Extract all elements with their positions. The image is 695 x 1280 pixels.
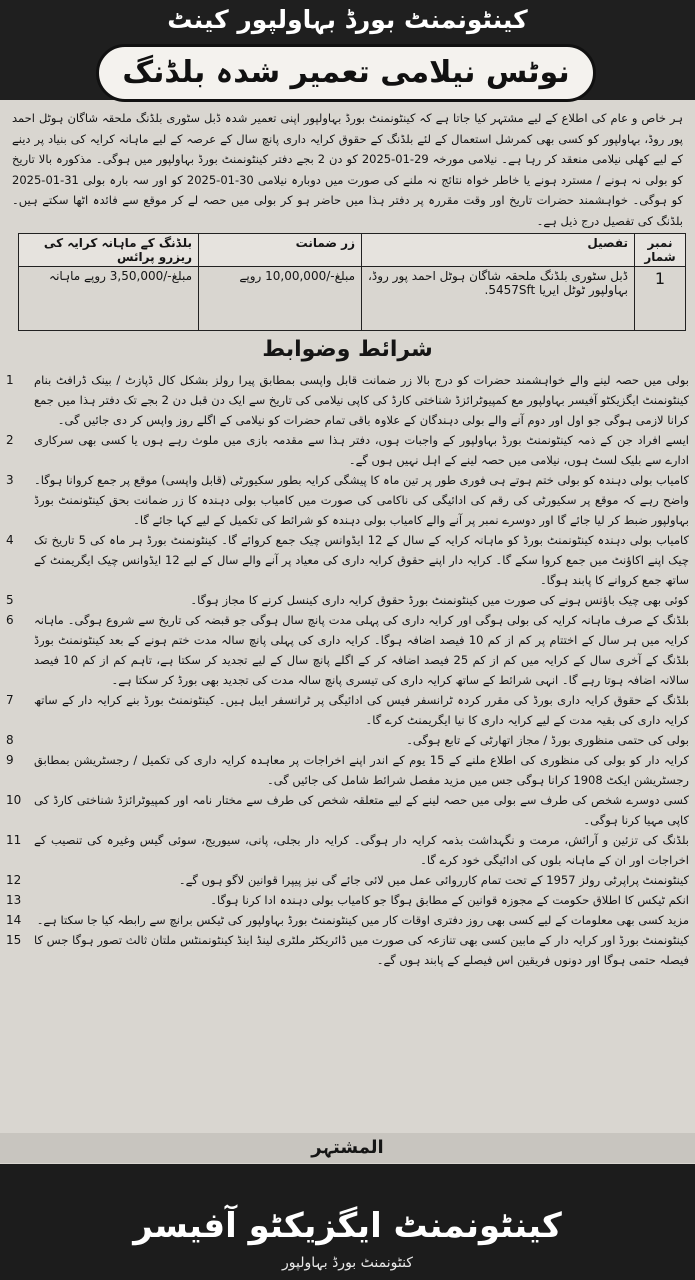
- term-text: انکم ٹیکس کا اطلاق حکومت کے مجوزہ قوانین کے مطابق ہوگا جو کامیاب بولی دہندہ ادا کرنا ہوگا۔: [210, 893, 689, 907]
- term-number: 4: [6, 533, 14, 547]
- term-number: 1: [6, 373, 14, 387]
- list-item: [6, 690, 689, 730]
- term-text: کامیاب بولی دہندہ کینٹونمنٹ بورڈ کو ماہانہ کرایہ کے سال کے 12 ایڈوانس چیک جمع کروائے گا۔ کینٹونمنٹ بورڈ ہر ماہ کی 5 تاریخ تک چیک اپنے اکاؤنٹ میں جمع کروا سکے گا۔ کرایہ دار اپنے حقوق کرایہ داری کی معیاد پر آنے والے سال کے لیے 12 ایڈوانس چیک ایگریمنٹ کے ساتھ جمع کروانے کا پابند ہوگا۔: [34, 533, 690, 587]
- list-item: [6, 530, 689, 590]
- list-item: [6, 910, 689, 930]
- list-item: [6, 830, 689, 870]
- term-number: 10: [6, 793, 22, 807]
- term-text: بلڈنگ کے حقوق کرایہ داری بورڈ کی مقرر کردہ ٹرانسفر فیس کی ادائیگی پر ٹرانسفر ایبل ہیں۔ کینٹونمنٹ بورڈ بنے کرایہ دار کے ساتھ کرایہ داری کی بقیہ مدت کے لیے کرایہ داری کا نیا ایگریمنٹ کرے گا۔: [34, 693, 689, 727]
- terms-title: شرائط وضوابط: [262, 337, 433, 362]
- term-number: 9: [6, 753, 14, 767]
- list-item: [6, 370, 689, 430]
- term-number: 8: [6, 733, 14, 747]
- term-text: کرایہ دار کو بولی کی منظوری کی اطلاع ملنے کے 15 یوم کے اندر اپنے اخراجات پر معاہدہ کرایہ داری کی تکمیل / رجسٹریشن بمطابق رجسٹریشن ایکٹ 1908 کرانا ہوگی جس میں مزید مفصل شرائط شامل کی جائیں گی۔: [34, 753, 690, 787]
- header-security: زر ضمانت: [199, 234, 362, 267]
- table-row: [19, 267, 686, 331]
- term-number: 6: [6, 613, 14, 627]
- advertiser-label: المشتہر: [0, 1133, 695, 1163]
- term-number: 2: [6, 433, 14, 447]
- term-text: کامیاب بولی دہندہ کو بولی ختم ہوتے ہی فوری طور پر تین ماہ کا پیشگی کرایہ بطور سکیورٹی (قابل واپسی) موقع پر جمع کروانا ہوگا۔ واضح رہے کہ موقع پر سکیورٹی کی رقم کی ادائیگی کی ناکامی کی صورت میں کامیاب بولی دہندہ کا زر ضمانت بحق کینٹونمنٹ بورڈ بہاولپور ضبط کر لیا جائے گا اور دوسرے نمبر پر آنے والے کامیاب بولی دہندہ کو شرائط کی تکمیل کے لیے کہا جائے گا۔: [34, 473, 689, 527]
- list-item: [6, 890, 689, 910]
- list-item: [6, 870, 689, 890]
- term-number: 7: [6, 693, 14, 707]
- org-title: کینٹونمنٹ بورڈ بہاولپور کینٹ: [167, 5, 528, 34]
- officer-title: کینٹونمنٹ ایگزیکٹو آفیسر: [133, 1206, 562, 1246]
- term-text: مزید کسی بھی معلومات کے لیے کسی بھی روز دفتری اوقات کار میں کینٹونمنٹ بورڈ بہاولپور کی ٹیکس برانچ سے رابطہ کیا جا سکتا ہے۔: [36, 913, 689, 927]
- list-item: [6, 930, 689, 970]
- table-header-row: [19, 234, 686, 267]
- header-reserve-price: بلڈنگ کے ماہانہ کرایہ کی ریزرو پرائس: [19, 234, 199, 267]
- term-text: بولی میں حصہ لینے والے خواہشمند حضرات کو درج بالا زر ضمانت قابل واپسی بمطابق پیرا رولز بشکل کال ڈپازٹ / بینک ڈرافٹ بنام کینٹونمنٹ ایگزیکٹو آفیسر بہاولپور مع کمپیوٹرائزڈ شناختی کارڈ کی کاپی نیلامی کی تاریخ سے ایک دن قبل دن 2 بجے تک دفتر ہذا میں جمع کرانا لازمی ہوگی جو اول اور دوم آنے والے بولی دہندگان کے علاوہ باقی تمام حضرات کو نیلامی کے اگلے روز واپس کر دی جائیں گی۔: [34, 373, 689, 427]
- term-text: کینٹونمنٹ پراپرٹی رولز 1957 کے تحت تمام کارروائی عمل میں لائی جائے گی نیز پیپرا قوانین لاگو ہوں گے۔: [178, 873, 689, 887]
- list-item: [6, 590, 689, 610]
- term-number: 12: [6, 873, 22, 887]
- list-item: [6, 730, 689, 750]
- cell-details: ڈبل سٹوری بلڈنگ ملحقہ شاگان ہوٹل احمد پور روڈ، بہاولپور ٹوٹل ایریا 5457Sft.: [362, 267, 635, 331]
- term-text: کوئی بھی چیک باؤنس ہونے کی صورت میں کینٹونمنٹ بورڈ حقوق کرایہ داری کینسل کرنے کا مجاز ہوگا۔: [190, 593, 689, 607]
- term-text: کینٹونمنٹ بورڈ اور کرایہ دار کے مابین کسی بھی تنازعہ کی صورت میں ڈائریکٹر ملٹری لینڈ اینڈ کینٹونمنٹس ملتان ثالث تصور ہوگا جس کا فیصلہ حتمی ہوگا اور دونوں فریقین اس فیصلے کے پابند ہوں گے۔: [34, 933, 689, 967]
- cell-serial-number: 1: [635, 267, 686, 331]
- term-number: 3: [6, 473, 14, 487]
- list-item: [6, 750, 689, 790]
- terms-list: [6, 370, 689, 970]
- list-item: [6, 610, 689, 690]
- header-details: تفصیل: [362, 234, 635, 267]
- term-number: 5: [6, 593, 14, 607]
- term-text: کسی دوسرے شخص کی طرف سے بولی میں حصہ لینے کے لیے متعلقہ شخص کی طرف سے مختار نامہ اور کمپیوٹرائزڈ شناختی کارڈ کی کاپی مہیا کرنا ہوگی۔: [34, 793, 689, 827]
- term-number: 11: [6, 833, 22, 847]
- list-item: [6, 430, 689, 470]
- cell-reserve-price: مبلغ-/3,50,000 روپے ماہانہ: [19, 267, 199, 331]
- term-number: 15: [6, 933, 22, 947]
- term-text: بلڈنگ کے صرف ماہانہ کرایہ کی بولی ہوگی اور کرایہ داری کی پہلی مدت پانچ سال ہوگی جو قبضہ کی تاریخ سے شروع ہوگی۔ ماہانہ کرایہ میں ہر سال کے اختتام پر کم از کم 10 فیصد اضافہ ہوگا۔ کرایہ داری کی پہلی پانچ سالہ مدت ختم ہونے کے بعد کینٹونمنٹ بورڈ بلڈنگ کے آخری سال کے کرایہ میں کم از کم 25 فیصد اضافہ کر کے اگلے پانچ سال کے لیے تجدید کر سکتا ہے، تاہم کم از کم 10 فیصد سالانہ اضافہ ہوتا رہے گا۔ انہی شرائط کے ساتھ کرایہ داری کی تیسری پانچ سالہ مدت کی تجدید بھی بورڈ کر سکتا ہے۔: [34, 613, 689, 687]
- cell-security: مبلغ-/10,00,000 روپے: [199, 267, 362, 331]
- term-number: 14: [6, 913, 22, 927]
- intro-paragraph: ہر خاص و عام کی اطلاع کے لیے مشتہر کیا جاتا ہے کہ کینٹونمنٹ بورڈ بہاولپور اپنی تعمیر شدہ ڈبل سٹوری بلڈنگ ملحقہ شاگان ہوٹل احمد پور روڈ، بہاولپور کو کسی بھی کمرشل استعمال کے لئے بلڈنگ کے حقوق کرایہ داری پانچ سال کے عرصہ کے لیے ماہانہ کرایہ کی بنیاد پر دینے کے لیے کھلی نیلامی منعقد کر رہا ہے۔ نیلامی مورخہ 29-01-2025 کو دن 2 بجے دفتر کینٹونمنٹ بورڈ بہاولپور میں ہوگی۔ مذکورہ بالا تاریخ کو بولی نہ ہونے / مسترد ہونے یا خاطر خواہ نتائج نہ ملنے کی صورت میں دوبارہ نیلامی 30-01-2025 کو اور سہ بارہ بولی 31-01-2025 کو ہوگی۔ خواہشمند حضرات تاریخ اور وقت مقررہ پر دفتر ہذا میں حاضر ہو کر بولی میں حصہ لے کر موقع سے فائدہ اٹھا سکتے ہیں۔ بلڈنگ کی تفصیل درج ذیل ہے۔: [12, 111, 684, 228]
- notice-title: نوٹس نیلامی تعمیر شدہ بلڈنگ: [96, 44, 596, 102]
- officer-subtitle: کنٹونمنٹ بورڈ بہاولپور: [282, 1255, 413, 1271]
- term-text: بولی کی حتمی منظوری بورڈ / مجاز اتھارٹی کے تابع ہوگی۔: [406, 733, 689, 747]
- header-serial-number: نمبر شمار: [635, 234, 686, 267]
- term-number: 13: [6, 893, 22, 907]
- list-item: [6, 790, 689, 830]
- term-text: بلڈنگ کی تزئین و آرائش، مرمت و نگہداشت بذمہ کرایہ دار ہوگی۔ کرایہ دار بجلی، پانی، سیوریج، سوئی گیس وغیرہ کی تنصیب کے اخراجات اور ان کے ماہانہ بلوں کی ادائیگی خود کرے گا۔: [34, 833, 689, 867]
- term-text: ایسے افراد جن کے ذمہ کینٹونمنٹ بورڈ بہاولپور کے واجبات ہوں، دفتر ہذا سے مقدمہ بازی میں ملوث رہے ہوں یا کسی بھی سرکاری ادارے سے بلیک لسٹ ہوں، نیلامی میں حصہ لینے کے اہل نہیں ہوں گے۔: [34, 433, 689, 467]
- auction-table: [18, 233, 686, 331]
- list-item: [6, 470, 689, 530]
